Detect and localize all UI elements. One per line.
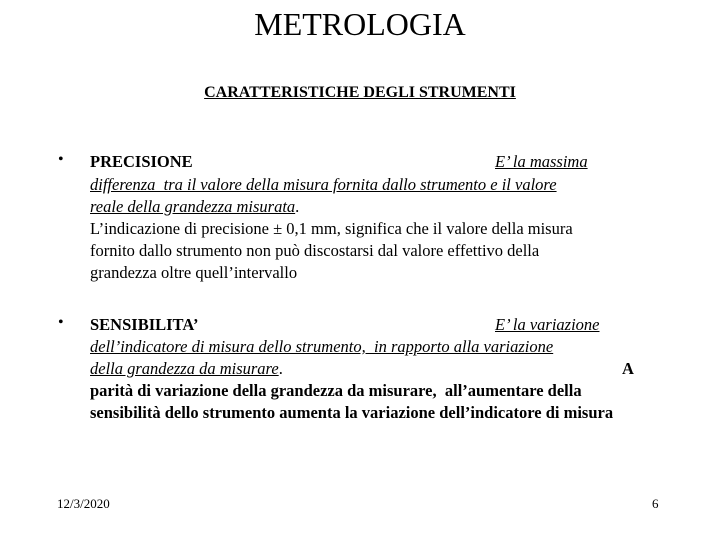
punctuation: .: [295, 197, 300, 216]
bullet-icon: •: [58, 151, 64, 168]
page-number: 6: [652, 496, 659, 511]
item-body: sensibilità dello strumento aumenta la variazione dell’indicatore di misura: [90, 403, 614, 422]
item-definition-end: [90, 358, 283, 380]
bullet-icon: •: [58, 314, 64, 331]
footer-date: 12/3/2020: [57, 496, 110, 511]
item-definition: differenza tra il valore della misura fornita dallo strumento e il valore: [90, 175, 557, 194]
item-body: parità di variazione della grandezza da misurare, all’aumentare della: [90, 381, 582, 400]
item-body: grandezza oltre quell’intervallo: [90, 263, 298, 282]
punctuation: .: [278, 359, 283, 378]
item-body-start: A: [622, 359, 634, 378]
item-definition: reale della grandezza misurata: [90, 197, 296, 216]
item-definition: della grandezza da misurare: [90, 359, 279, 378]
item-definition: E’ la variazione: [495, 315, 600, 334]
item-definition: E’ la massima: [495, 152, 588, 171]
slide-subtitle: CARATTERISTICHE DEGLI STRUMENTI: [204, 84, 516, 101]
slide-title: METROLOGIA: [254, 6, 466, 42]
item-body: L’indicazione di precisione ± 0,1 mm, significa che il valore della misura: [90, 219, 573, 238]
item-definition-end: [90, 196, 299, 218]
item-definition: dell’indicatore di misura dello strumento, in rapporto alla variazione: [90, 337, 554, 356]
item-body: fornito dallo strumento non può discostarsi dal valore effettivo della: [90, 241, 540, 260]
item-heading: SENSIBILITA’: [90, 315, 199, 334]
item-heading: PRECISIONE: [90, 152, 193, 171]
